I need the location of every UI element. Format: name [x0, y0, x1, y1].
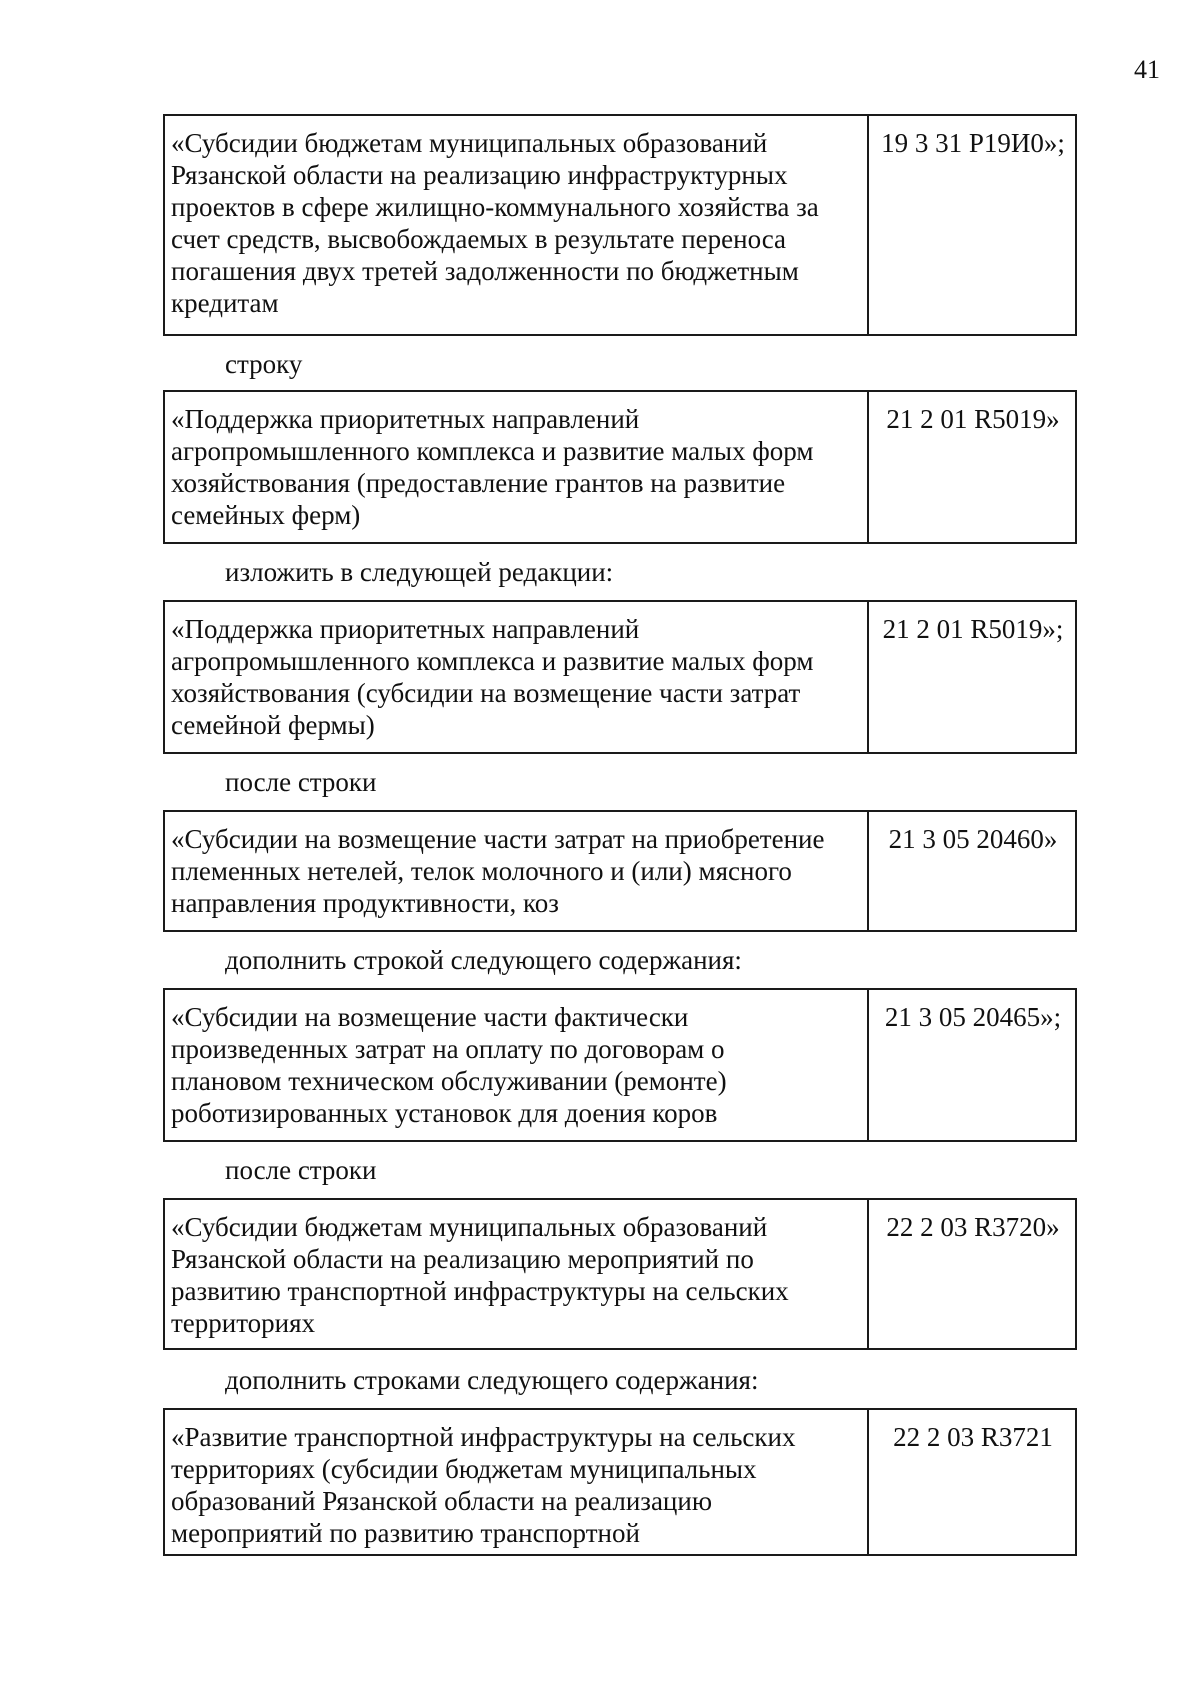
page-number: 41 — [1134, 55, 1160, 84]
table-row — [163, 390, 1077, 544]
row-name-line: кредитам — [171, 288, 279, 318]
row-code-cell: 22 2 03 R3721 — [893, 1422, 1053, 1452]
row-code-cell: 21 2 01 R5019» — [886, 404, 1060, 434]
row-name-line: развитию транспортной инфраструктуры на сельских — [171, 1276, 789, 1306]
row-name-cell — [165, 990, 869, 1140]
row-name-line: «Субсидии бюджетам муниципальных образований — [171, 128, 768, 158]
row-name-line: семейных ферм) — [171, 500, 361, 530]
row-name-cell — [165, 1200, 869, 1348]
row-name-line: проектов в сфере жилищно-коммунального хозяйства за — [171, 192, 819, 222]
row-name-line: роботизированных установок для доения коров — [171, 1098, 718, 1128]
row-name-line: территориях (субсидии бюджетам муниципальных — [171, 1454, 757, 1484]
row-name-cell — [165, 602, 869, 752]
row-code-cell: 19 3 31 Р19И0»; — [881, 128, 1065, 158]
row-name-line: счет средств, высвобождаемых в результате переноса — [171, 224, 787, 254]
row-name-line: племенных нетелей, телок молочного и (или) мясного — [171, 856, 792, 886]
row-name-line: направления продуктивности, коз — [171, 888, 559, 918]
instruction-text: дополнить строкой следующего содержания: — [225, 945, 742, 975]
row-name-line: погашения двух третей задолженности по бюджетным — [171, 256, 799, 286]
row-name-line: хозяйствования (субсидии на возмещение части затрат — [171, 678, 801, 708]
row-name-line: «Поддержка приоритетных направлений — [171, 614, 640, 644]
row-name-cell — [165, 812, 869, 930]
row-name-line: семейной фермы) — [171, 710, 375, 740]
row-name-line: территориях — [171, 1308, 316, 1338]
row-name-cell — [165, 1410, 869, 1554]
row-name-line: «Развитие транспортной инфраструктуры на сельских — [171, 1422, 796, 1452]
table-row — [163, 114, 1077, 336]
row-name-line: мероприятий по развитию транспортной — [171, 1518, 640, 1548]
instruction-text: после строки — [225, 767, 377, 797]
row-name-line: «Субсидии бюджетам муниципальных образований — [171, 1212, 768, 1242]
table-row — [163, 988, 1077, 1142]
row-name-line: образований Рязанской области на реализацию — [171, 1486, 713, 1516]
row-code-cell: 21 3 05 20465»; — [884, 1002, 1062, 1032]
instruction-text: дополнить строками следующего содержания: — [225, 1365, 759, 1395]
instruction-text: строку — [225, 349, 303, 379]
row-code-cell: 21 2 01 R5019»; — [882, 614, 1064, 644]
row-name-line: «Субсидии на возмещение части затрат на приобретение — [171, 824, 825, 854]
row-name-line: хозяйствования (предоставление грантов на развитие — [171, 468, 786, 498]
instruction-text: после строки — [225, 1155, 377, 1185]
row-name-line: Рязанской области на реализацию инфраструктурных — [171, 160, 788, 190]
row-code-cell: 21 3 05 20460» — [888, 824, 1058, 854]
row-name-line: агропромышленного комплекса и развитие малых форм — [171, 646, 814, 676]
row-name-line: Рязанской области на реализацию мероприятий по — [171, 1244, 754, 1274]
row-name-cell — [165, 116, 869, 334]
instruction-text: изложить в следующей редакции: — [225, 557, 614, 587]
row-name-cell — [165, 392, 869, 542]
table-row — [163, 1198, 1077, 1350]
row-name-line: плановом техническом обслуживании (ремонте) — [171, 1066, 727, 1096]
row-name-line: агропромышленного комплекса и развитие малых форм — [171, 436, 814, 466]
row-name-line: «Поддержка приоритетных направлений — [171, 404, 640, 434]
row-name-line: произведенных затрат на оплату по договорам о — [171, 1034, 725, 1064]
row-name-line: «Субсидии на возмещение части фактически — [171, 1002, 689, 1032]
row-code-cell: 22 2 03 R3720» — [886, 1212, 1060, 1242]
table-row — [163, 600, 1077, 754]
table-row — [163, 810, 1077, 932]
table-row — [163, 1408, 1077, 1556]
